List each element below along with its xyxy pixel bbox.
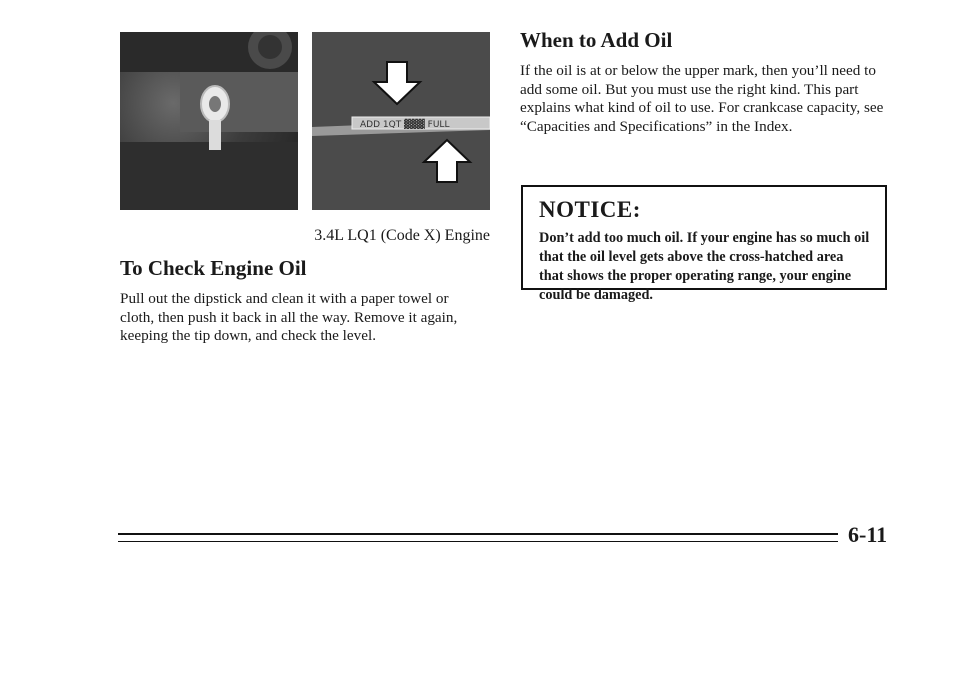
dipstick-illustration (312, 32, 490, 210)
footer-rule (118, 533, 838, 535)
notice-text: Don’t add too much oil. If your engine has so much oil that the oil level gets above the cross-hatched area that shows the proper operating range, your engine could be damaged. (539, 230, 870, 303)
check-oil-heading: To Check Engine Oil (120, 256, 307, 280)
figure-caption: 3.4L LQ1 (Code X) Engine (314, 227, 490, 244)
engine-illustration (120, 32, 298, 210)
check-oil-body: Pull out the dipstick and clean it with a paper towel or cloth, then push it back in all the way. Remove it again, keeping the tip down, and check the level. (120, 290, 458, 344)
footer-rule-thin (118, 541, 838, 542)
notice-box (521, 185, 887, 303)
dipstick-label: ADD 1QT ▓▓▓ FULL (360, 120, 450, 130)
engine-photo (120, 32, 298, 210)
page-number: 6-11 (848, 522, 888, 547)
dipstick-photo (312, 32, 490, 210)
add-oil-heading: When to Add Oil (520, 28, 673, 52)
notice-title: NOTICE: (539, 197, 641, 222)
add-oil-body: If the oil is at or below the upper mark, then you’ll need to add some oil. But you must use the right kind. This part explains what kind of oil to use. For crankcase capacity, see “Capacities and Specifications” in the Index. (520, 62, 884, 135)
